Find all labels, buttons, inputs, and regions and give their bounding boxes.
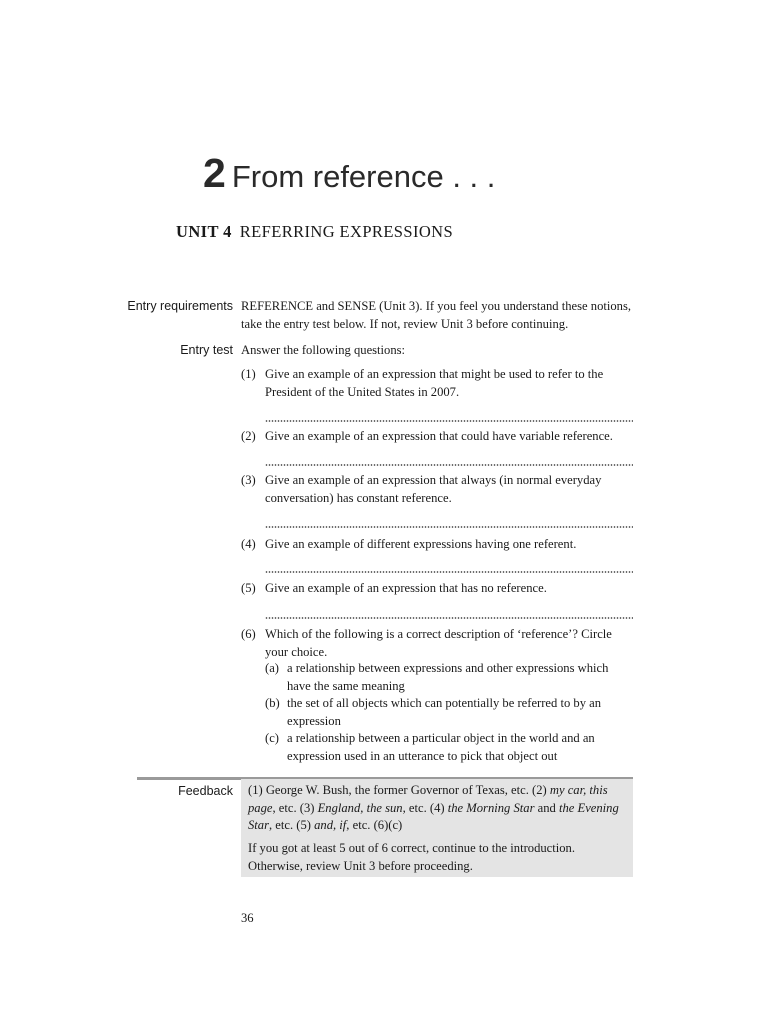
- question-text-line1: Which of the following is a correct description of ‘reference’? Circle: [265, 627, 612, 641]
- question-text-line2: your choice.: [265, 644, 328, 659]
- question-1: [241, 366, 641, 401]
- entry-requirements-line2: take the entry test below. If not, review Unit 3 before continuing.: [241, 316, 569, 331]
- unit-title: REFERRING EXPRESSIONS: [239, 222, 454, 241]
- question-2: [241, 428, 641, 446]
- unit-label: UNIT 4: [176, 222, 232, 241]
- feedback-instructions-line1: If you got at least 5 out of 6 correct, continue to the introduction.: [248, 841, 576, 855]
- question-text-line2: conversation) has constant reference.: [265, 490, 452, 505]
- question-number: (3): [241, 473, 256, 487]
- entry-requirements-label: Entry requirements: [127, 299, 233, 313]
- option-c[interactable]: [265, 730, 625, 765]
- question-number: (5): [241, 581, 256, 595]
- question-text-line1: Give an example of an expression that has no reference.: [265, 581, 547, 595]
- page-number: 36: [241, 911, 254, 925]
- option-text-line1: a relationship between expressions and other expressions which: [287, 661, 609, 675]
- answer-line-4[interactable]: [265, 571, 633, 573]
- option-letter: (c): [265, 731, 279, 745]
- chapter-title: From reference . . .: [231, 159, 496, 194]
- question-4: [241, 536, 641, 554]
- feedback-text: , etc. (3): [272, 800, 318, 815]
- question-number: (1): [241, 367, 256, 381]
- option-letter: (b): [265, 696, 280, 710]
- answer-line-2[interactable]: [265, 464, 633, 466]
- unit-heading: [176, 222, 453, 242]
- feedback-example: England, the sun,: [317, 800, 406, 815]
- feedback-text: and: [534, 800, 559, 815]
- answer-line-3[interactable]: [265, 526, 633, 528]
- feedback-text: , etc. (5): [269, 818, 315, 832]
- question-number: (2): [241, 429, 256, 443]
- question-text-line1: Give an example of an expression that always (in normal everyday: [265, 473, 602, 487]
- question-text-line1: Give an example of an expression that might be used to refer to the: [265, 367, 604, 381]
- feedback-example: and, if,: [314, 818, 350, 832]
- option-text-line2: expression: [287, 713, 341, 728]
- entry-test-label: Entry test: [180, 343, 233, 357]
- feedback-example: Star: [248, 818, 269, 832]
- question-text-line1: Give an example of different expressions having one referent.: [265, 537, 577, 551]
- feedback-example: page: [248, 800, 273, 815]
- chapter-number: 2: [203, 150, 226, 196]
- option-a[interactable]: [265, 660, 625, 695]
- option-text-line2: have the same meaning: [287, 678, 405, 693]
- question-number: (4): [241, 537, 256, 551]
- feedback-example: the Morning Star: [447, 800, 535, 815]
- question-3: [241, 472, 641, 507]
- feedback-answers: [248, 782, 620, 835]
- option-text-line1: a relationship between a particular object in the world and an: [287, 731, 595, 745]
- question-number: (6): [241, 627, 256, 641]
- question-text-line1: Give an example of an expression that could have variable reference.: [265, 429, 613, 443]
- entry-requirements-text: [241, 298, 641, 333]
- option-letter: (a): [265, 661, 279, 675]
- option-text-line1: the set of all objects which can potentially be referred to by an: [287, 696, 602, 710]
- feedback-instructions: [248, 840, 620, 875]
- option-b[interactable]: [265, 695, 625, 730]
- feedback-divider: [137, 777, 241, 780]
- feedback-example: the Evening: [558, 800, 619, 815]
- feedback-label: Feedback: [178, 784, 233, 798]
- feedback-instructions-line2: Otherwise, review Unit 3 before proceeding.: [248, 858, 473, 873]
- answer-line-1[interactable]: [265, 420, 633, 422]
- entry-requirements-line1: REFERENCE and SENSE (Unit 3). If you feel you understand these notions,: [241, 299, 632, 313]
- question-5: [241, 580, 641, 598]
- chapter-heading: [203, 150, 495, 200]
- answer-line-5[interactable]: [265, 617, 633, 619]
- feedback-text: etc. (6)(c): [349, 818, 403, 832]
- question-6: [241, 626, 641, 661]
- feedback-text: etc. (4): [405, 800, 448, 815]
- entry-test-intro: Answer the following questions:: [241, 343, 406, 357]
- option-text-line2: expression used in an utterance to pick that object out: [287, 748, 558, 763]
- question-text-line2: President of the United States in 2007.: [265, 384, 460, 399]
- feedback-example: my car, this: [549, 783, 608, 797]
- feedback-text: (1) George W. Bush, the former Governor of Texas, etc. (2): [248, 783, 550, 797]
